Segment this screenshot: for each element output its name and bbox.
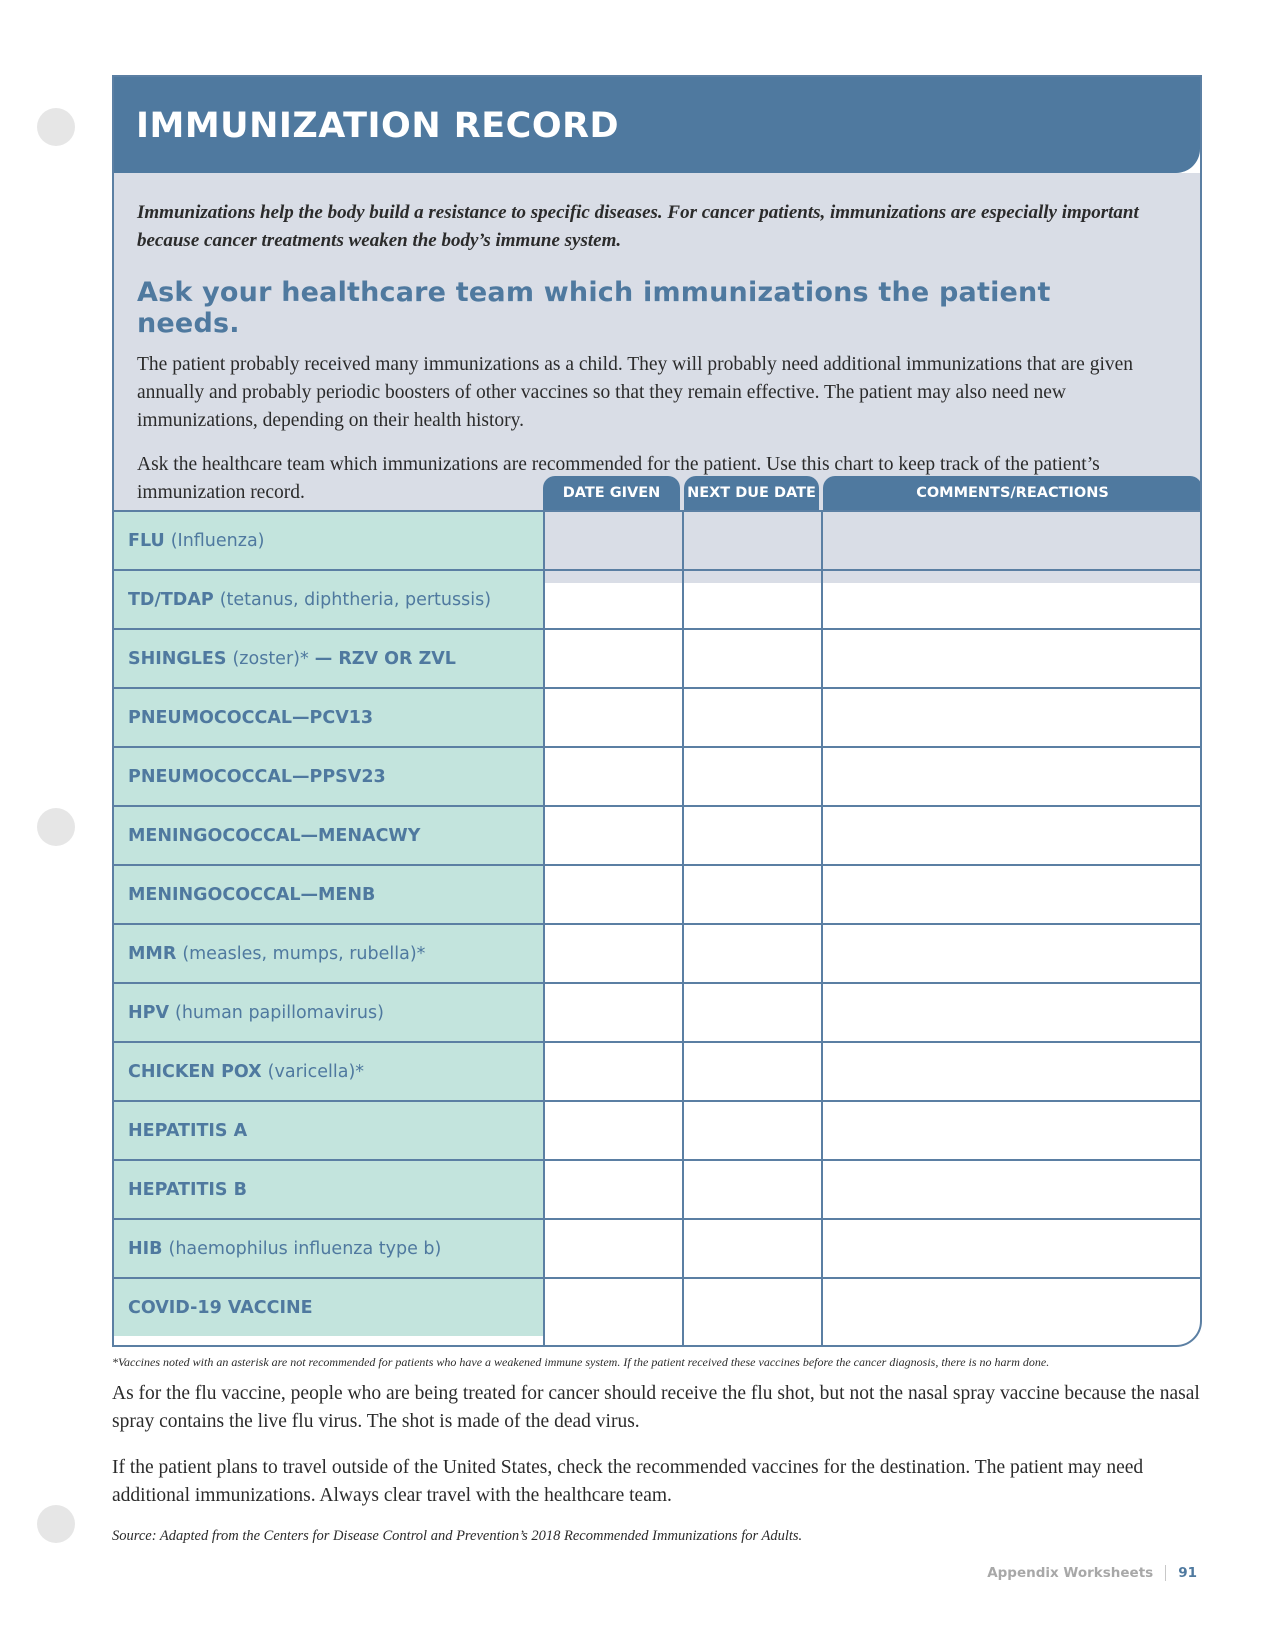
flu-paragraph: As for the flu vaccine, people who are being treated for cancer should receive the flu shot, but not the nasal spray vaccine because the nasal spray contains the live flu virus. The shot is made of the dead virus. <box>112 1383 1200 1432</box>
vaccine-name-cell <box>114 1279 544 1336</box>
vaccine-name: TD/TDAP <box>128 589 214 610</box>
next-due-date-cell[interactable] <box>684 866 821 923</box>
date-given-cell[interactable] <box>545 1220 682 1277</box>
comments-cell[interactable] <box>823 925 1202 982</box>
page-footer <box>987 1565 1197 1581</box>
table-row <box>114 1218 1202 1277</box>
page-title: IMMUNIZATION RECORD <box>136 106 620 146</box>
vaccine-name-cell <box>114 630 544 687</box>
vaccine-name-cell <box>114 1220 544 1277</box>
column-divider <box>543 510 545 1347</box>
column-header-next-due-date: NEXT DUE DATE <box>684 476 819 510</box>
vaccine-name-cell <box>114 1161 544 1218</box>
next-due-date-cell[interactable] <box>684 1102 821 1159</box>
vaccine-name-cell <box>114 689 544 746</box>
date-given-cell[interactable] <box>545 1279 682 1336</box>
comments-cell[interactable] <box>823 1220 1202 1277</box>
intro-paragraph-2: Ask the healthcare team which immunizations are recommended for the patient. Use this chart to keep track of the patient’s immunization record. <box>137 454 1100 503</box>
comments-cell[interactable] <box>823 630 1202 687</box>
comments-cell[interactable] <box>823 1102 1202 1159</box>
vaccine-name-cell <box>114 925 544 982</box>
vaccine-name-cell <box>114 1043 544 1100</box>
table-row <box>114 864 1202 923</box>
vaccine-name: MENINGOCOCCAL—MENACWY <box>128 825 421 846</box>
vaccine-detail: (haemophilus influenza type b) <box>168 1238 442 1259</box>
date-given-cell[interactable] <box>545 748 682 805</box>
table-row <box>114 1100 1202 1159</box>
column-header-comments: COMMENTS/REACTIONS <box>823 476 1202 510</box>
next-due-date-cell[interactable] <box>684 1161 821 1218</box>
vaccine-detail: (Influenza) <box>170 530 265 551</box>
comments-cell[interactable] <box>823 512 1202 569</box>
page-number: 91 <box>1178 1565 1197 1581</box>
source-citation: Source: Adapted from the Centers for Disease Control and Prevention’s 2018 Recommended Immunizations for Adults. <box>112 1528 803 1544</box>
table-row <box>114 746 1202 805</box>
vaccine-name: HIB <box>128 1238 163 1259</box>
vaccine-name-cell <box>114 807 544 864</box>
comments-cell[interactable] <box>823 1043 1202 1100</box>
footer-section-label: Appendix Worksheets <box>987 1565 1154 1581</box>
next-due-date-cell[interactable] <box>684 984 821 1041</box>
next-due-date-cell[interactable] <box>684 807 821 864</box>
immunization-record-panel <box>112 75 1202 1347</box>
date-given-cell[interactable] <box>545 925 682 982</box>
comments-cell[interactable] <box>823 807 1202 864</box>
comments-cell[interactable] <box>823 748 1202 805</box>
vaccine-name: PNEUMOCOCCAL—PPSV23 <box>128 766 386 787</box>
date-given-cell[interactable] <box>545 512 682 569</box>
comments-cell[interactable] <box>823 1279 1202 1336</box>
next-due-date-cell[interactable] <box>684 925 821 982</box>
next-due-date-cell[interactable] <box>684 1279 821 1336</box>
vaccine-name: PNEUMOCOCCAL—PCV13 <box>128 707 374 728</box>
comments-cell[interactable] <box>823 866 1202 923</box>
vaccine-name: MMR <box>128 943 177 964</box>
date-given-cell[interactable] <box>545 866 682 923</box>
vaccine-name: COVID-19 VACCINE <box>128 1297 313 1318</box>
date-given-cell[interactable] <box>545 1043 682 1100</box>
table-row <box>114 687 1202 746</box>
next-due-date-cell[interactable] <box>684 1220 821 1277</box>
vaccine-detail: (tetanus, diphtheria, pertussis) <box>219 589 492 610</box>
column-divider <box>682 510 684 1347</box>
date-given-cell[interactable] <box>545 1102 682 1159</box>
vaccine-name: FLU <box>128 530 165 551</box>
vaccine-name: MENINGOCOCCAL—MENB <box>128 884 376 905</box>
travel-paragraph: If the patient plans to travel outside of the United States, check the recommended vaccines for the destination. The patient may need additional immunizations. Always clear travel with the healthcare team. <box>112 1457 1144 1506</box>
punch-hole-middle <box>37 808 75 846</box>
comments-cell[interactable] <box>823 1161 1202 1218</box>
vaccine-name-cell <box>114 571 544 628</box>
table-row <box>114 1277 1202 1336</box>
vaccine-name: HEPATITIS A <box>128 1120 248 1141</box>
vaccine-name: CHICKEN POX <box>128 1061 262 1082</box>
vaccine-name-cell <box>114 866 544 923</box>
intro-text <box>137 199 1157 523</box>
vaccine-variant: — RZV OR ZVL <box>314 648 456 669</box>
vaccine-name-cell <box>114 748 544 805</box>
table-row <box>114 923 1202 982</box>
next-due-date-cell[interactable] <box>684 571 821 628</box>
vaccine-name: HEPATITIS B <box>128 1179 247 1200</box>
date-given-cell[interactable] <box>545 571 682 628</box>
comments-cell[interactable] <box>823 571 1202 628</box>
vaccine-name: HPV <box>128 1002 170 1023</box>
date-given-cell[interactable] <box>545 807 682 864</box>
comments-cell[interactable] <box>823 689 1202 746</box>
vaccine-detail: (varicella)* <box>267 1061 365 1082</box>
next-due-date-cell[interactable] <box>684 748 821 805</box>
title-banner <box>114 77 1200 173</box>
table-row <box>114 628 1202 687</box>
intro-lead: Immunizations help the body build a resistance to specific diseases. For cancer patients, immunizations are especially important because cancer treatments weaken the body’s immune system. <box>137 202 1139 251</box>
table-row <box>114 569 1202 628</box>
vaccine-name-cell <box>114 512 544 569</box>
subheading: Ask your healthcare team which immunizations the patient needs. <box>137 277 1051 339</box>
vaccine-detail: (human papillomavirus) <box>175 1002 384 1023</box>
column-header-date-given: DATE GIVEN <box>543 476 680 510</box>
table-row <box>114 1041 1202 1100</box>
vaccine-name-cell <box>114 984 544 1041</box>
next-due-date-cell[interactable] <box>684 1043 821 1100</box>
next-due-date-cell[interactable] <box>684 689 821 746</box>
next-due-date-cell[interactable] <box>684 630 821 687</box>
intro-paragraph-1: The patient probably received many immunizations as a child. They will probably need additional immunizations that are given annually and probably periodic boosters of other vaccines so that they remain effective. The patient may also need new immunizations, depending on their health history. <box>137 354 1134 431</box>
next-due-date-cell[interactable] <box>684 512 821 569</box>
date-given-cell[interactable] <box>545 689 682 746</box>
footer-divider <box>1165 1565 1166 1581</box>
date-given-cell[interactable] <box>545 984 682 1041</box>
comments-cell[interactable] <box>823 984 1202 1041</box>
table-row <box>114 982 1202 1041</box>
date-given-cell[interactable] <box>545 630 682 687</box>
table-row <box>114 805 1202 864</box>
vaccine-detail: (measles, mumps, rubella)* <box>182 943 426 964</box>
punch-hole-bottom <box>37 1505 75 1543</box>
punch-hole-top <box>37 108 75 146</box>
vaccine-name: SHINGLES <box>128 648 227 669</box>
column-divider <box>821 510 823 1347</box>
date-given-cell[interactable] <box>545 1161 682 1218</box>
footnote: *Vaccines noted with an asterisk are not recommended for patients who have a weakened immune system. If the patient received these vaccines before the cancer diagnosis, there is no harm done. <box>112 1355 1050 1369</box>
vaccine-detail: (zoster)* <box>232 648 309 669</box>
vaccine-name-cell <box>114 1102 544 1159</box>
table-row <box>114 1159 1202 1218</box>
table-row <box>114 510 1202 569</box>
